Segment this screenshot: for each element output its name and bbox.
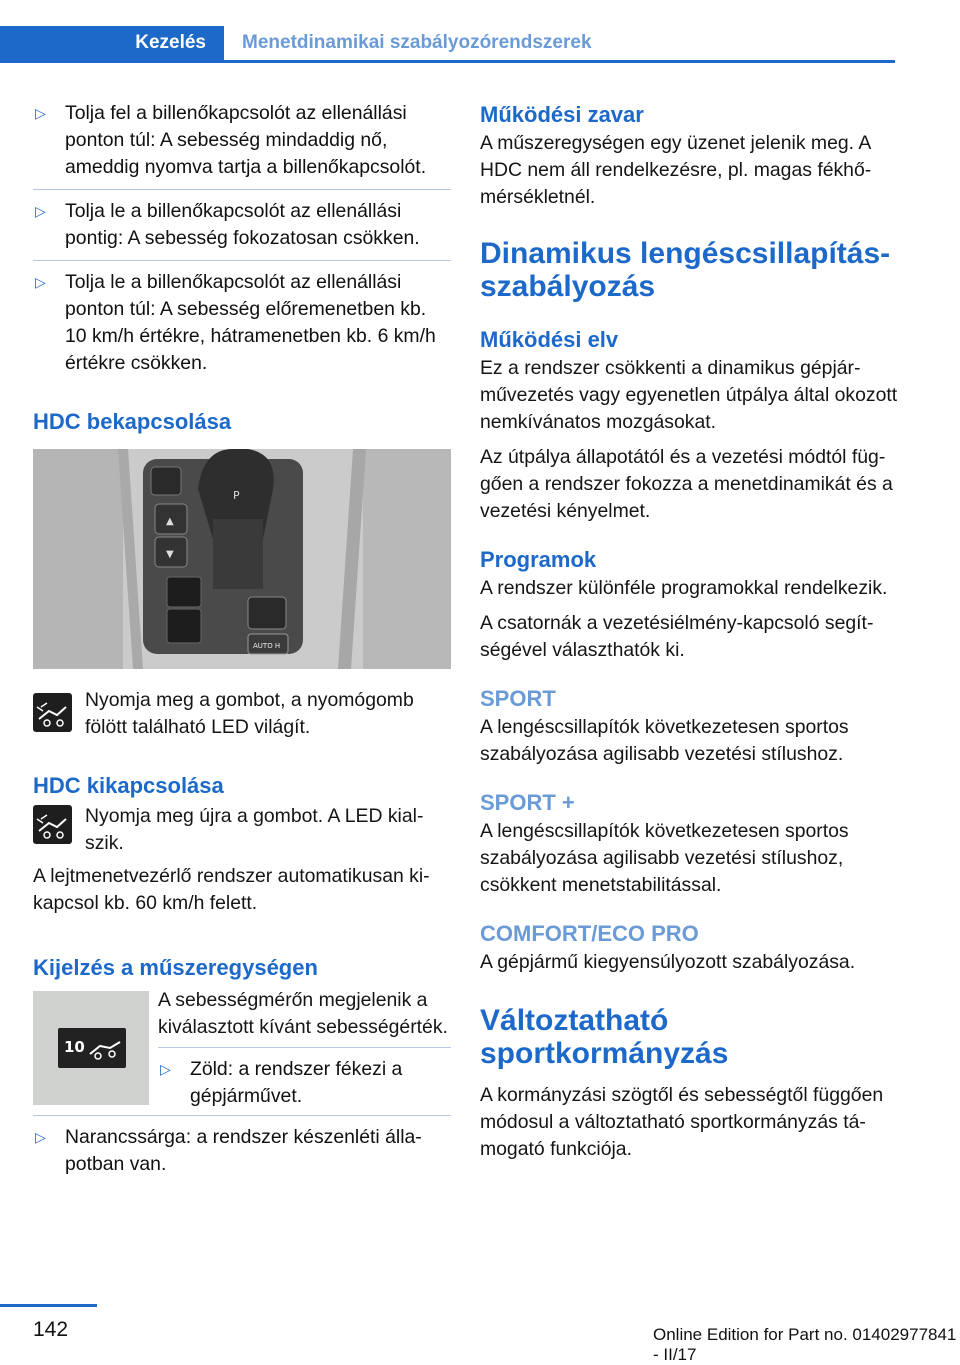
- programs-text-2: A csatornák a vezetésiélmény-kapcsoló segítségével választhatók ki.: [480, 612, 874, 661]
- svg-text:AUTO H: AUTO H: [253, 642, 281, 650]
- hill-descent-control-icon: [33, 805, 72, 844]
- section-tab: Kezelés: [0, 26, 224, 60]
- right-column: [480, 100, 900, 1163]
- comfort-heading: COMFORT/ECO PRO: [480, 921, 699, 946]
- instrument-display-image: [33, 991, 149, 1105]
- chapter-title: Menetdinamikai szabályozórendszerek: [224, 26, 895, 60]
- programs-text-1: A rendszer különféle programokkal rendelkezik.: [480, 577, 888, 599]
- bullet-text: Tolja fel a billenőkapcsolót az ellenállási ponton túl: A sebesség mindaddig nő, ameddig nyomva tartja a billenőkapcsolót.: [65, 102, 427, 178]
- sportplus-text: A lengéscsillapítók következetesen sportos szabályozása agilisabb vezetési stílushoz, csökkent menetstabilitással.: [480, 820, 849, 896]
- svg-text:▲: ▲: [166, 516, 174, 527]
- display-row: [33, 991, 451, 1111]
- sport-text: A lengéscsillapítók következetesen sportos szabályozása agilisabb vezetési stílushoz.: [480, 716, 849, 765]
- bullet-item: [33, 1124, 451, 1178]
- bullet-item: [33, 269, 451, 377]
- damping-heading: Dinamikus lengéscsillapításszabályozás: [480, 237, 891, 303]
- divider: [33, 189, 451, 190]
- principle-text-1: Ez a rendszer csökkenti a dinamikus gépjárművezetés vagy egyenetlen útpálya által okozott nemkívánatos mozgásokat.: [480, 357, 898, 433]
- svg-text:▼: ▼: [166, 549, 174, 560]
- bullet-text: Tolja le a billenőkapcsolót az ellenállási pontig: A sebesség fokozatosan csökken.: [65, 200, 420, 249]
- header-rule: [0, 60, 895, 63]
- triangle-right-icon: ▷: [35, 105, 46, 121]
- hdc-on-heading: HDC bekapcsolása: [33, 409, 232, 434]
- left-column: [33, 100, 451, 1186]
- malfunction-text: A műszeregységen egy üzenet jelenik meg. A HDC nem áll rendelkezésre, pl. magas fékhőmérsékletnél.: [480, 132, 872, 208]
- bullet-text: Tolja le a billenőkapcsolót az ellenállási ponton túl: A sebesség előremenetben kb. 10 km/h értékre, hátramenetben kb. 6 km/h értékre csökken.: [65, 271, 436, 374]
- divider: [33, 260, 451, 261]
- page-number: 142: [33, 1318, 69, 1341]
- hdc-off-para: A lejtmenetvezérlő rendszer automatikusan kikapcsol kb. 60 km/h felett.: [33, 865, 430, 914]
- triangle-right-icon: ▷: [35, 1129, 46, 1145]
- edition-note: Online Edition for Part no. 01402977841 - II/17: [653, 1325, 957, 1364]
- hdc-off-text: Nyomja meg újra a gombot. A LED kialszik.: [85, 805, 424, 854]
- sportplus-heading: SPORT +: [480, 790, 575, 815]
- programs-heading: Programok: [480, 547, 597, 572]
- page-header: [0, 26, 895, 62]
- comfort-text: A gépjármű kiegyensúlyozott szabályozása.: [480, 951, 856, 973]
- hdc-on-text: Nyomja meg a gombot, a nyomógomb fölött található LED világít.: [85, 689, 414, 738]
- triangle-right-icon: ▷: [35, 203, 46, 219]
- bullet-text: Zöld: a rendszer fékezi a gépjárművet.: [190, 1058, 403, 1107]
- steering-heading: Változtatható sportkormányzás: [480, 1004, 729, 1070]
- svg-text:P: P: [233, 489, 240, 502]
- display-description: [158, 987, 451, 1118]
- car-on-slope-icon: [88, 1036, 122, 1060]
- hdc-indicator: [58, 1028, 126, 1068]
- gear-selector-illustration: [33, 449, 451, 669]
- hill-descent-control-icon: [33, 693, 72, 732]
- divider: [158, 1047, 451, 1048]
- bullet-item: [33, 100, 451, 181]
- malfunction-heading: Működési zavar: [480, 102, 644, 127]
- principle-text-2: Az útpálya állapotától és a vezetési módtól függően a rendszer fokozza a menetdinamikát és a vezetési kényelmet.: [480, 446, 893, 522]
- footer-rule: [0, 1304, 97, 1307]
- speed-value: 10: [64, 1038, 85, 1056]
- display-text: A sebességmérőn megjelenik a kiválasztott kívánt sebességérték.: [158, 989, 448, 1038]
- hdc-off-heading: HDC kikapcsolása: [33, 773, 224, 798]
- display-heading: Kijelzés a műszeregységen: [33, 955, 318, 980]
- sport-heading: SPORT: [480, 686, 556, 711]
- console-photo: [33, 449, 451, 669]
- hdc-on-row: [33, 687, 451, 741]
- hdc-off-row: [33, 803, 451, 857]
- bullet-text: Narancssárga: a rendszer készenléti állapotban van.: [65, 1126, 422, 1175]
- principle-heading: Működési elv: [480, 327, 619, 352]
- triangle-right-icon: ▷: [160, 1061, 171, 1077]
- steering-text: A kormányzási szögtől és sebességtől függően módosul a változtatható sportkormányzás támogató funkciója.: [480, 1084, 884, 1160]
- bullet-item: [158, 1056, 451, 1110]
- triangle-right-icon: ▷: [35, 274, 46, 290]
- bullet-item: [33, 198, 451, 252]
